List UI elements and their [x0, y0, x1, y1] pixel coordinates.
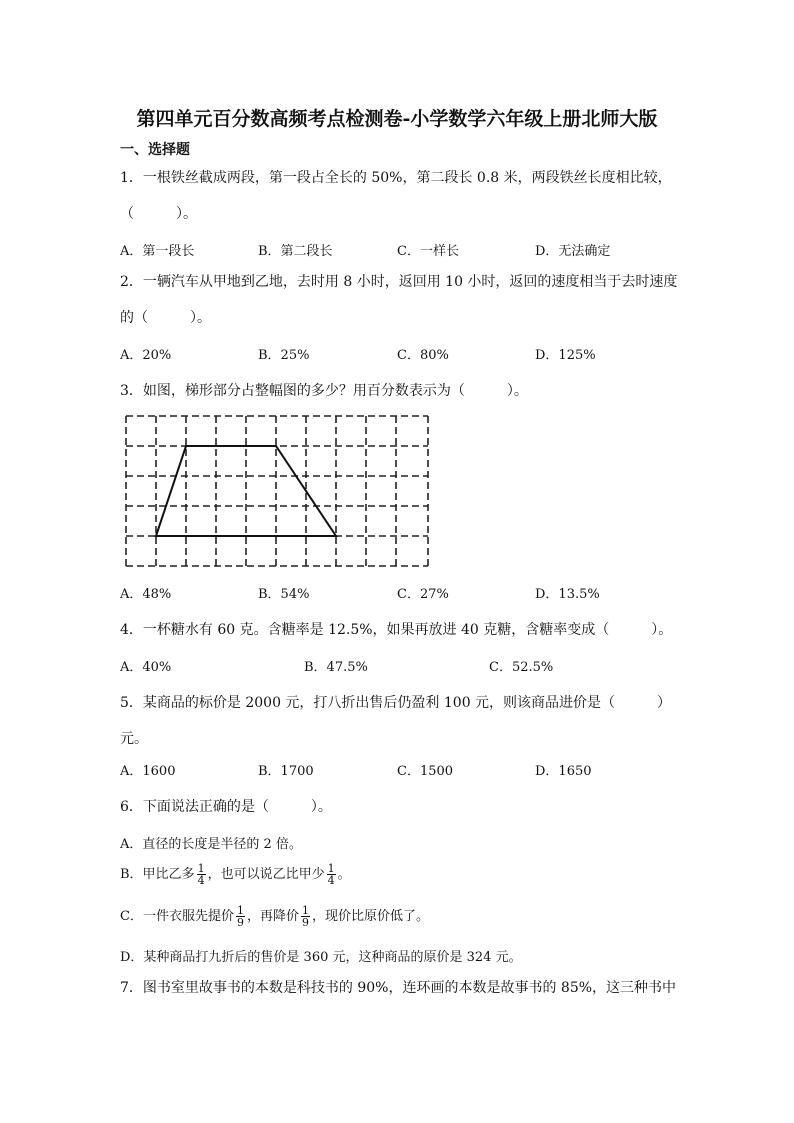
q6-option-b-text-3: 。: [337, 867, 351, 882]
q5-option-a[interactable]: A．1600: [120, 764, 176, 779]
q1-option-b[interactable]: B．第二段长: [258, 244, 333, 259]
q6-option-c-text-3: ，现价比原价低了。: [311, 909, 429, 924]
fraction-denominator: 9: [301, 916, 309, 929]
q1-option-c[interactable]: C．一样长: [397, 244, 459, 259]
fraction-numerator: 1: [327, 862, 335, 875]
q6-option-c-text-1: C．一件衣服先提价: [120, 909, 234, 924]
question-4-text: 4．一杯糖水有 60 克。含糖率是 12.5%，如果再放进 40 克糖，含糖率变成（ ）。: [120, 622, 673, 638]
q2-option-d[interactable]: D．125%: [535, 348, 596, 363]
trapezoid-grid-figure: [118, 408, 434, 568]
question-6-text: 6．下面说法正确的是（ ）。: [120, 799, 332, 815]
fraction-one-ninth: [236, 905, 245, 928]
q6-option-b-text-2: ，也可以说乙比甲少: [207, 867, 325, 882]
q4-option-c[interactable]: C．52.5%: [489, 660, 554, 675]
q6-option-c-text-2: ，再降价: [246, 909, 299, 924]
q2-option-a[interactable]: A．20%: [120, 348, 172, 363]
q1-option-d[interactable]: D．无法确定: [535, 244, 611, 259]
q3-option-b[interactable]: B．54%: [258, 587, 310, 602]
question-1-blank: （ ）。: [120, 206, 197, 222]
q3-option-c[interactable]: C．27%: [397, 587, 449, 602]
q4-option-b[interactable]: B．47.5%: [304, 660, 368, 675]
q6-option-d[interactable]: D．某种商品打九折后的售价是 360 元，这种商品的原价是 324 元。: [120, 950, 522, 965]
question-7-text: 7．图书室里故事书的本数是科技书的 90%，连环画的本数是故事书的 85%，这三种书中: [120, 980, 677, 996]
fraction-denominator: 9: [236, 916, 244, 929]
fraction-one-quarter: [327, 863, 336, 886]
q2-option-c[interactable]: C．80%: [397, 348, 449, 363]
fraction-numerator: 1: [301, 904, 309, 917]
q5-option-b[interactable]: B．1700: [258, 764, 314, 779]
q6-option-b[interactable]: [120, 862, 351, 888]
q6-option-c[interactable]: [120, 904, 429, 930]
fraction-denominator: 4: [327, 874, 335, 887]
q6-option-b-text-1: B．甲比乙多: [120, 867, 195, 882]
question-2-blank: 的（ ）。: [120, 310, 211, 326]
q3-option-d[interactable]: D．13.5%: [535, 587, 600, 602]
q1-option-a[interactable]: A．第一段长: [120, 244, 195, 259]
question-3-text: 3．如图，梯形部分占整幅图的多少？用百分数表示为（ ）。: [120, 383, 528, 399]
fraction-numerator: 1: [197, 862, 205, 875]
fraction-numerator: 1: [236, 904, 244, 917]
fraction-denominator: 4: [197, 874, 205, 887]
question-5-unit: 元。: [120, 731, 148, 747]
question-2-text: 2．一辆汽车从甲地到乙地，去时用 8 小时，返回用 10 小时，返回的速度相当于去时速度: [120, 274, 678, 290]
q6-option-a[interactable]: A．直径的长度是半径的 2 倍。: [120, 837, 302, 852]
page-title: 第四单元百分数高频考点检测卷-小学数学六年级上册北师大版: [136, 108, 658, 130]
fraction-one-quarter: [197, 863, 206, 886]
q3-option-a[interactable]: A．48%: [120, 587, 172, 602]
q4-option-a[interactable]: A．40%: [120, 660, 172, 675]
q2-option-b[interactable]: B．25%: [258, 348, 310, 363]
q5-option-c[interactable]: C．1500: [397, 764, 454, 779]
section-heading: 一、选择题: [120, 142, 190, 158]
question-1-text: 1．一根铁丝截成两段，第一段占全长的 50%，第二段长 0.8 米，两段铁丝长度相比较，: [120, 170, 672, 186]
fraction-one-ninth: [301, 905, 310, 928]
q5-option-d[interactable]: D．1650: [535, 764, 592, 779]
trapezoid-shape: [156, 446, 336, 536]
question-5-text: 5．某商品的标价是 2000 元，打八折出售后仍盈利 100 元，则该商品进价是（ ）: [120, 695, 672, 711]
